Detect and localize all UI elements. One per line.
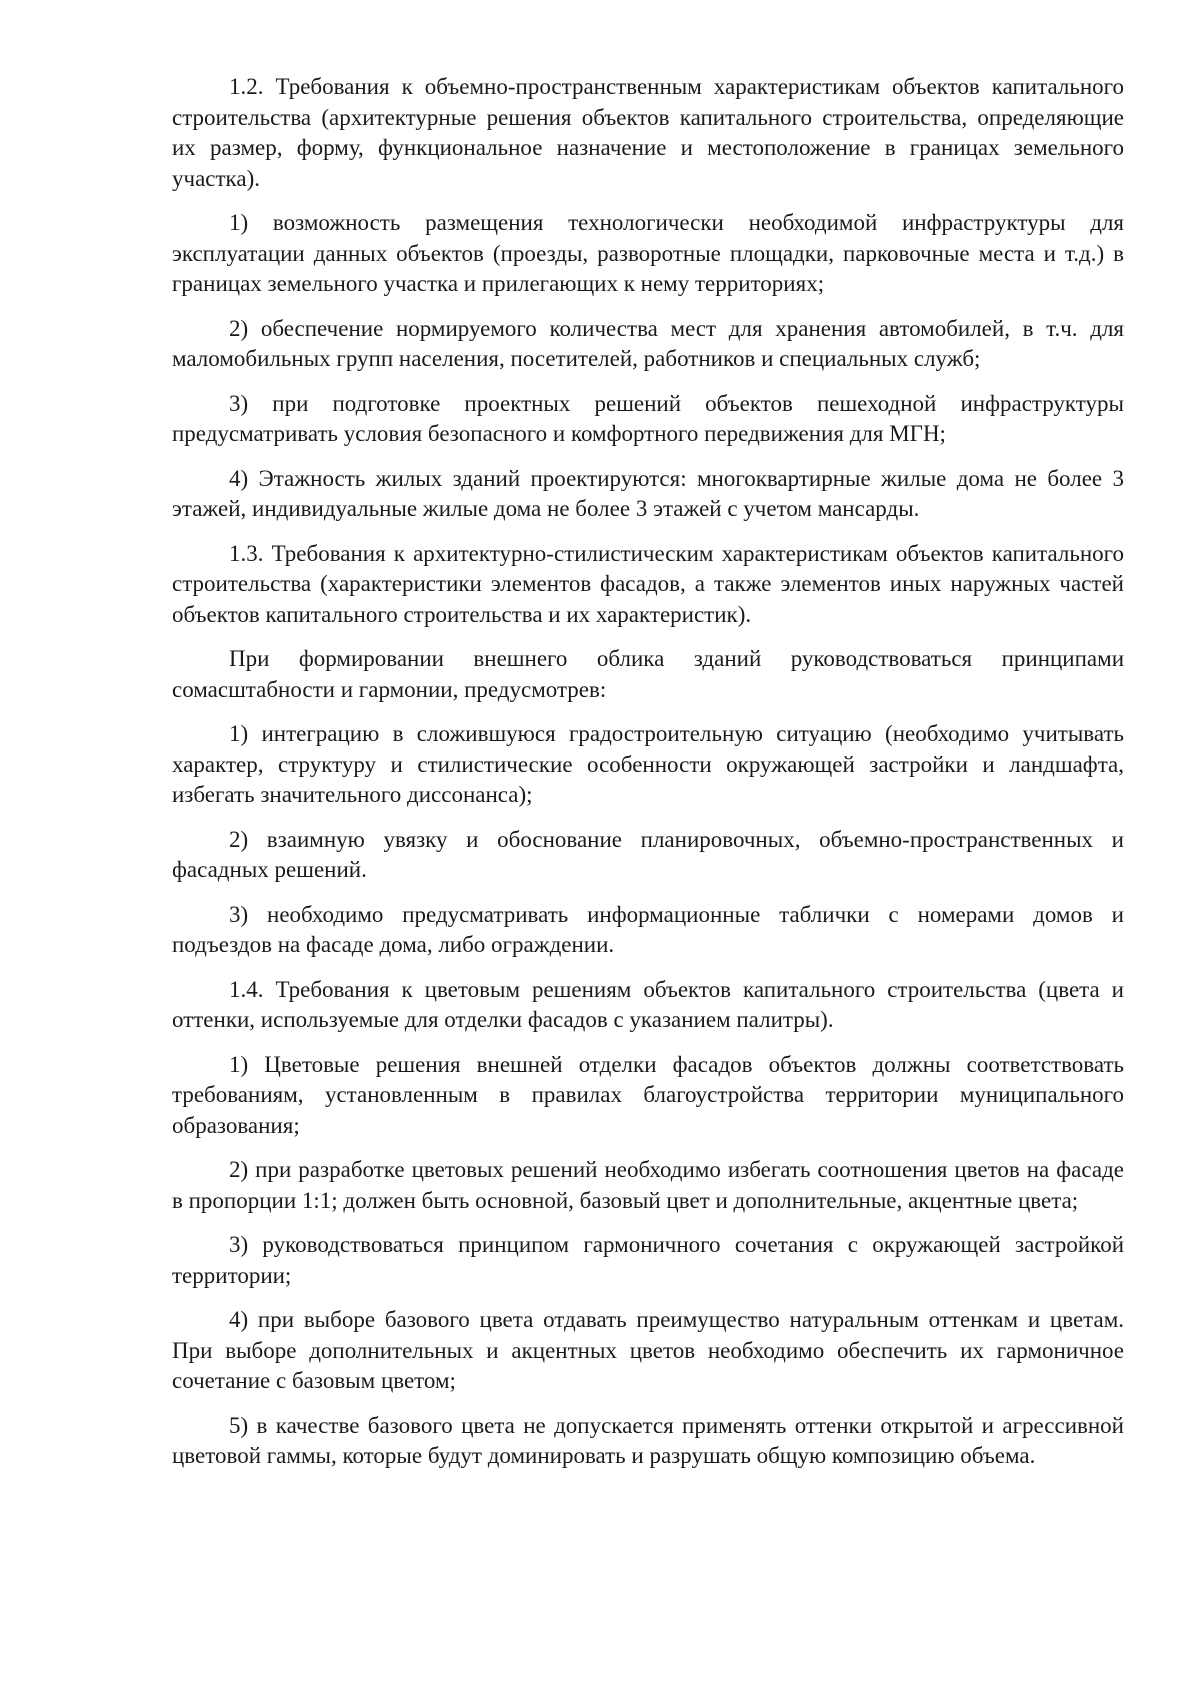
- list-item-infrastructure: 1) возможность размещения технологически необходимой инфраструктуры для эксплуатации данных объектов (проезды, разворотные площадки, парковочные места и т.д.) в границах земельного участка и прилегающих к нему территориях;: [172, 210, 1124, 296]
- list-item-signs: 3) необходимо предусматривать информационные таблички с номерами домов и подъездов на фасаде дома, либо ограждении.: [172, 901, 1124, 957]
- document-page: [172, 72, 1124, 1486]
- list-item-integration: 1) интеграцию в сложившуюся градостроительную ситуацию (необходимо учитывать характер, структуру и стилистические особенности окружающей застройки и ландшафта, избегать значительного диссонанса);: [172, 721, 1124, 807]
- list-item-coordination: 2) взаимную увязку и обоснование планировочных, объемно-пространственных и фасадных решений.: [172, 826, 1124, 882]
- section-1-3-heading: 1.3. Требования к архитектурно-стилистическим характеристикам объектов капитального строительства (характеристики элементов фасадов, а также элементов иных наружных частей объектов капитального строительства и их характеристик).: [172, 540, 1124, 627]
- list-item-base-color: 4) при выборе базового цвета отдавать преимущество натуральным оттенкам и цветам. При выборе дополнительных и акцентных цветов необходимо обеспечить их гармоничное сочетание с базовым цветом;: [172, 1307, 1124, 1393]
- list-item-harmony: 3) руководствоваться принципом гармоничного сочетания с окружающей застройкой территории;: [172, 1232, 1124, 1288]
- appearance-intro: При формировании внешнего облика зданий руководствоваться принципами сомасштабности и гармонии, предусмотрев:: [172, 646, 1124, 702]
- list-item-aggressive-colors: 5) в качестве базового цвета не допускается применять оттенки открытой и агрессивной цветовой гаммы, которые будут доминировать и разрушать общую композицию объема.: [172, 1412, 1124, 1468]
- list-item-parking: 2) обеспечение нормируемого количества мест для хранения автомобилей, в т.ч. для маломобильных групп населения, посетителей, работников и специальных служб;: [172, 315, 1124, 371]
- list-item-color-rules: 1) Цветовые решения внешней отделки фасадов объектов должны соответствовать требованиям, установленным в правилах благоустройства территории муниципального образования;: [172, 1051, 1124, 1138]
- list-item-color-proportion: 2) при разработке цветовых решений необходимо избегать соотношения цветов на фасаде в пропорции 1:1; должен быть основной, базовый цвет и дополнительные, акцентные цвета;: [172, 1157, 1124, 1213]
- section-1-4-heading: 1.4. Требования к цветовым решениям объектов капитального строительства (цвета и оттенки, используемые для отделки фасадов с указанием палитры).: [172, 976, 1124, 1032]
- list-item-pedestrian: 3) при подготовке проектных решений объектов пешеходной инфраструктуры предусматривать условия безопасного и комфортного передвижения для МГН;: [172, 390, 1124, 446]
- list-item-storeys: 4) Этажность жилых зданий проектируются: многоквартирные жилые дома не более 3 этажей, индивидуальные жилые дома не более 3 этажей с учетом мансарды.: [172, 465, 1124, 521]
- section-1-2-heading: 1.2. Требования к объемно-пространственным характеристикам объектов капитального строительства (архитектурные решения объектов капитального строительства, определяющие их размер, форму, функциональное назначение и местоположение в границах земельного участка).: [172, 74, 1124, 191]
